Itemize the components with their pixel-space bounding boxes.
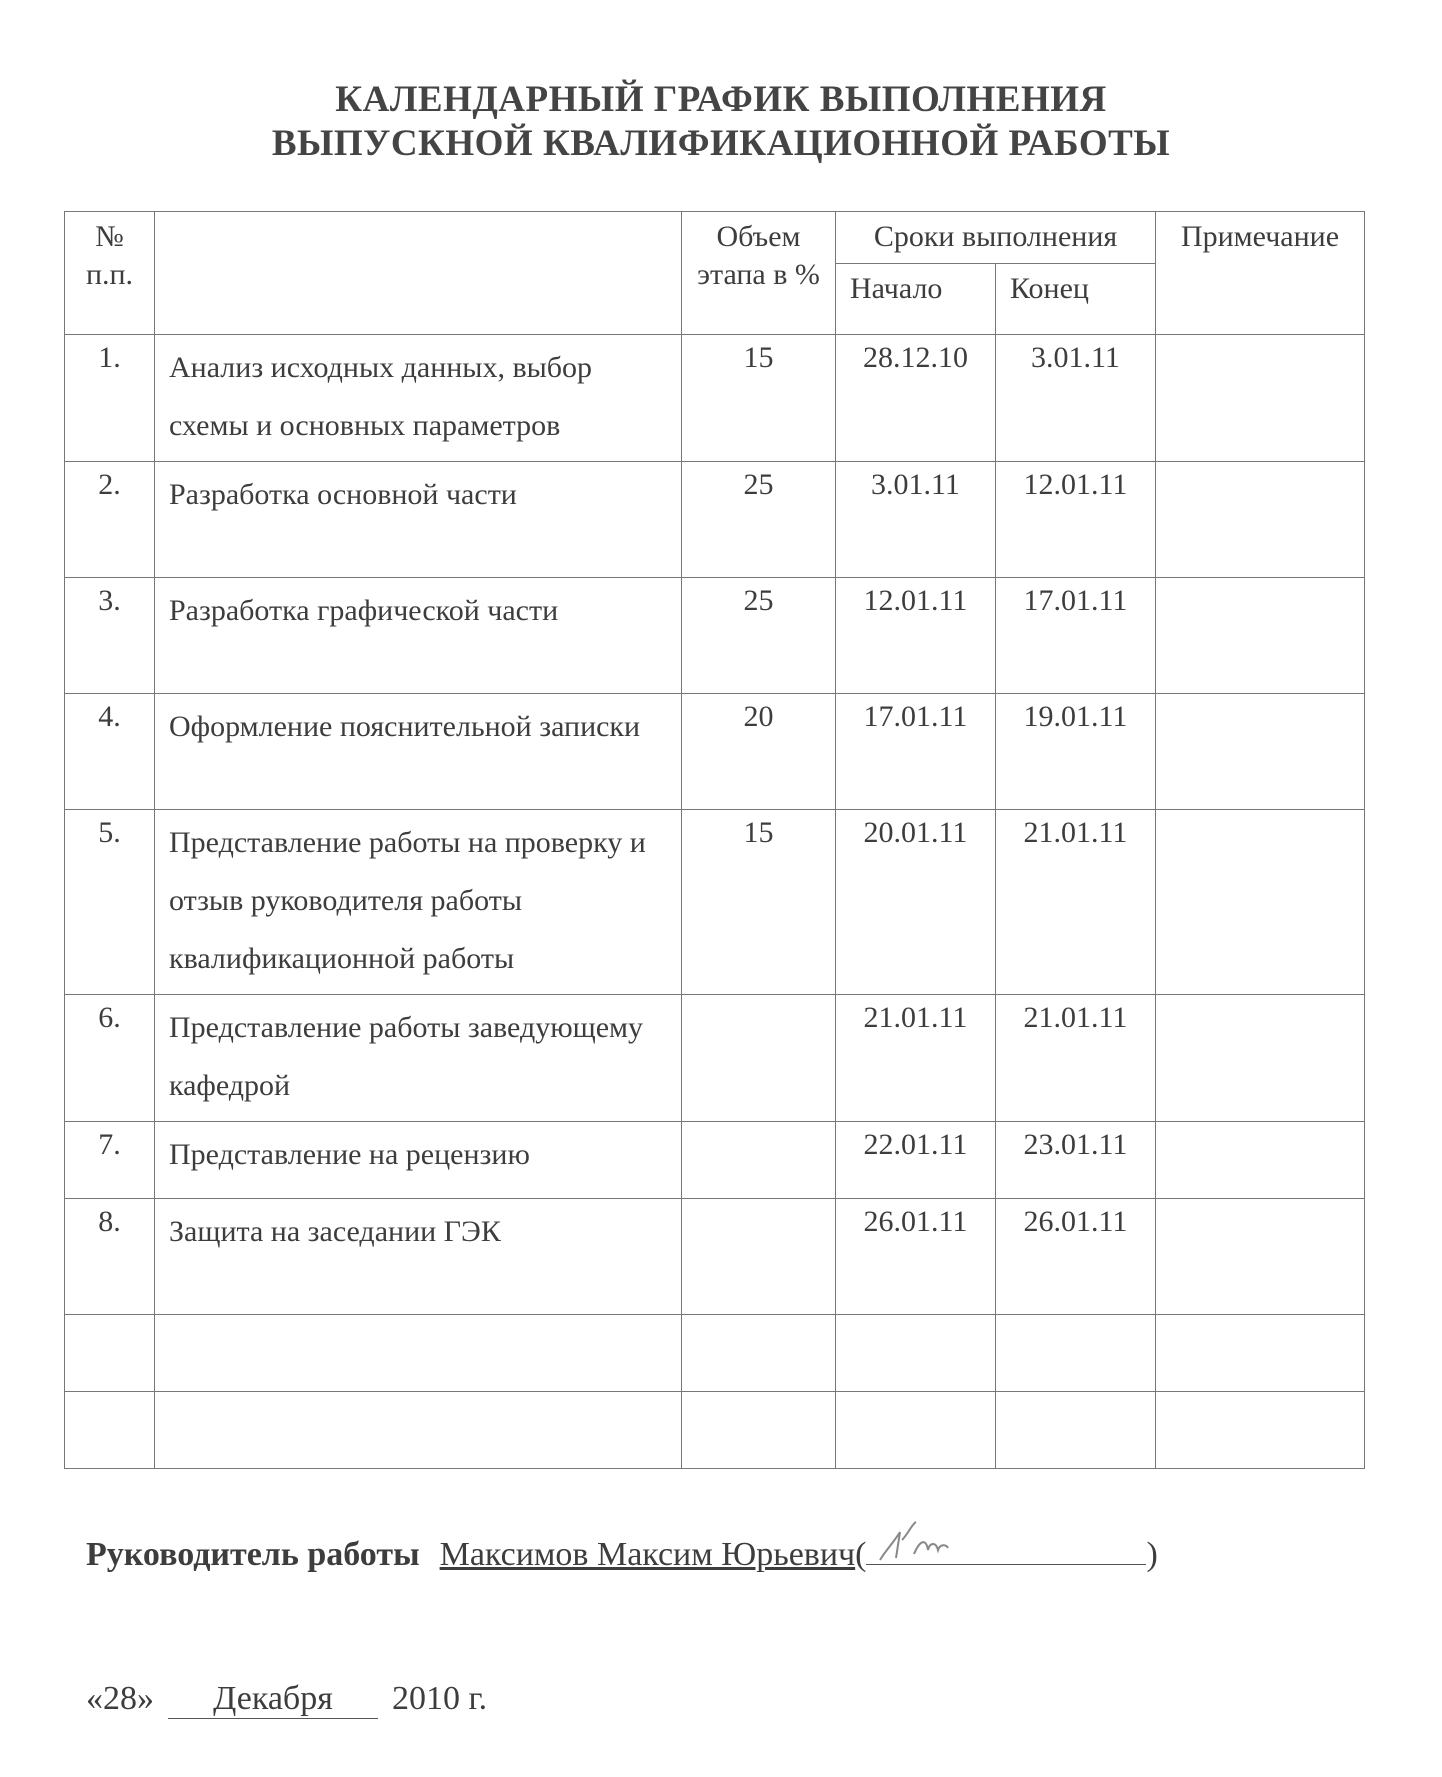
header-note: Примечание	[1156, 212, 1365, 335]
row-note	[1156, 995, 1365, 1122]
row-stage-name: Представление на рецензию	[155, 1122, 682, 1199]
row-note	[1156, 1122, 1365, 1199]
header-name	[155, 212, 682, 335]
table-row	[65, 1122, 1365, 1199]
header-end: Конец	[996, 263, 1156, 334]
supervisor-line	[86, 1534, 1158, 1574]
row-stage-name: Защита на заседании ГЭК	[155, 1199, 682, 1315]
row-end-date: 26.01.11	[996, 1199, 1156, 1315]
supervisor-name: Максимов Максим Юрьевич	[439, 1536, 856, 1573]
row-stage-name: Анализ исходных данных, выбор схемы и основных параметров	[155, 335, 682, 462]
date-year: 2010 г.	[392, 1680, 488, 1717]
row-start-date: 3.01.11	[836, 462, 996, 578]
row-note	[1156, 694, 1365, 810]
row-number: 2.	[65, 462, 155, 578]
row-volume: 15	[682, 810, 836, 995]
row-note	[1156, 1199, 1365, 1315]
row-start-date: 22.01.11	[836, 1122, 996, 1199]
row-number: 5.	[65, 810, 155, 995]
row-note	[1156, 462, 1365, 578]
row-end-date: 21.01.11	[996, 995, 1156, 1122]
row-volume: 15	[682, 335, 836, 462]
table-row	[65, 1199, 1365, 1315]
table-row	[65, 578, 1365, 694]
row-volume: 25	[682, 462, 836, 578]
header-num: № п.п.	[65, 212, 155, 335]
signature-icon	[876, 1520, 986, 1564]
row-start-date: 21.01.11	[836, 995, 996, 1122]
empty-row	[65, 1315, 1365, 1392]
row-end-date: 23.01.11	[996, 1122, 1156, 1199]
row-volume: 25	[682, 578, 836, 694]
schedule-table	[64, 211, 1365, 1469]
row-start-date: 12.01.11	[836, 578, 996, 694]
row-stage-name: Представление работы заведующему кафедрой	[155, 995, 682, 1122]
row-stage-name: Разработка графической части	[155, 578, 682, 694]
header-start: Начало	[836, 263, 996, 334]
paren-open: (	[855, 1536, 867, 1573]
row-number: 8.	[65, 1199, 155, 1315]
row-stage-name: Представление работы на проверку и отзыв руководителя работы квалификационной работы	[155, 810, 682, 995]
row-end-date: 19.01.11	[996, 694, 1156, 810]
row-volume	[682, 995, 836, 1122]
header-volume: Объем этапа в %	[682, 212, 836, 335]
row-stage-name: Разработка основной части	[155, 462, 682, 578]
title-line-2: ВЫПУСКНОЙ КВАЛИФИКАЦИОННОЙ РАБОТЫ	[271, 123, 1171, 164]
table-row	[65, 995, 1365, 1122]
row-end-date: 17.01.11	[996, 578, 1156, 694]
row-note	[1156, 578, 1365, 694]
title-line-1: КАЛЕНДАРНЫЙ ГРАФИК ВЫПОЛНЕНИЯ	[335, 79, 1107, 120]
row-start-date: 17.01.11	[836, 694, 996, 810]
row-note	[1156, 335, 1365, 462]
row-number: 4.	[65, 694, 155, 810]
row-start-date: 28.12.10	[836, 335, 996, 462]
row-end-date: 3.01.11	[996, 335, 1156, 462]
signature-field	[866, 1534, 1146, 1565]
date-line	[86, 1680, 487, 1719]
row-start-date: 26.01.11	[836, 1199, 996, 1315]
row-number: 3.	[65, 578, 155, 694]
row-end-date: 21.01.11	[996, 810, 1156, 995]
table-row	[65, 462, 1365, 578]
row-stage-name: Оформление пояснительной записки	[155, 694, 682, 810]
date-month: Декабря	[168, 1680, 378, 1719]
table-row	[65, 694, 1365, 810]
row-number: 1.	[65, 335, 155, 462]
row-number: 6.	[65, 995, 155, 1122]
supervisor-label: Руководитель работы	[86, 1536, 420, 1573]
table-row	[65, 810, 1365, 995]
row-end-date: 12.01.11	[996, 462, 1156, 578]
row-start-date: 20.01.11	[836, 810, 996, 995]
table-row	[65, 335, 1365, 462]
row-number: 7.	[65, 1122, 155, 1199]
paren-close: )	[1146, 1536, 1158, 1573]
empty-row	[65, 1392, 1365, 1469]
row-volume	[682, 1122, 836, 1199]
row-volume	[682, 1199, 836, 1315]
row-note	[1156, 810, 1365, 995]
date-day: «28»	[86, 1680, 154, 1717]
document-title	[0, 78, 1442, 166]
row-volume: 20	[682, 694, 836, 810]
header-deadlines: Сроки выполнения	[836, 212, 1156, 264]
